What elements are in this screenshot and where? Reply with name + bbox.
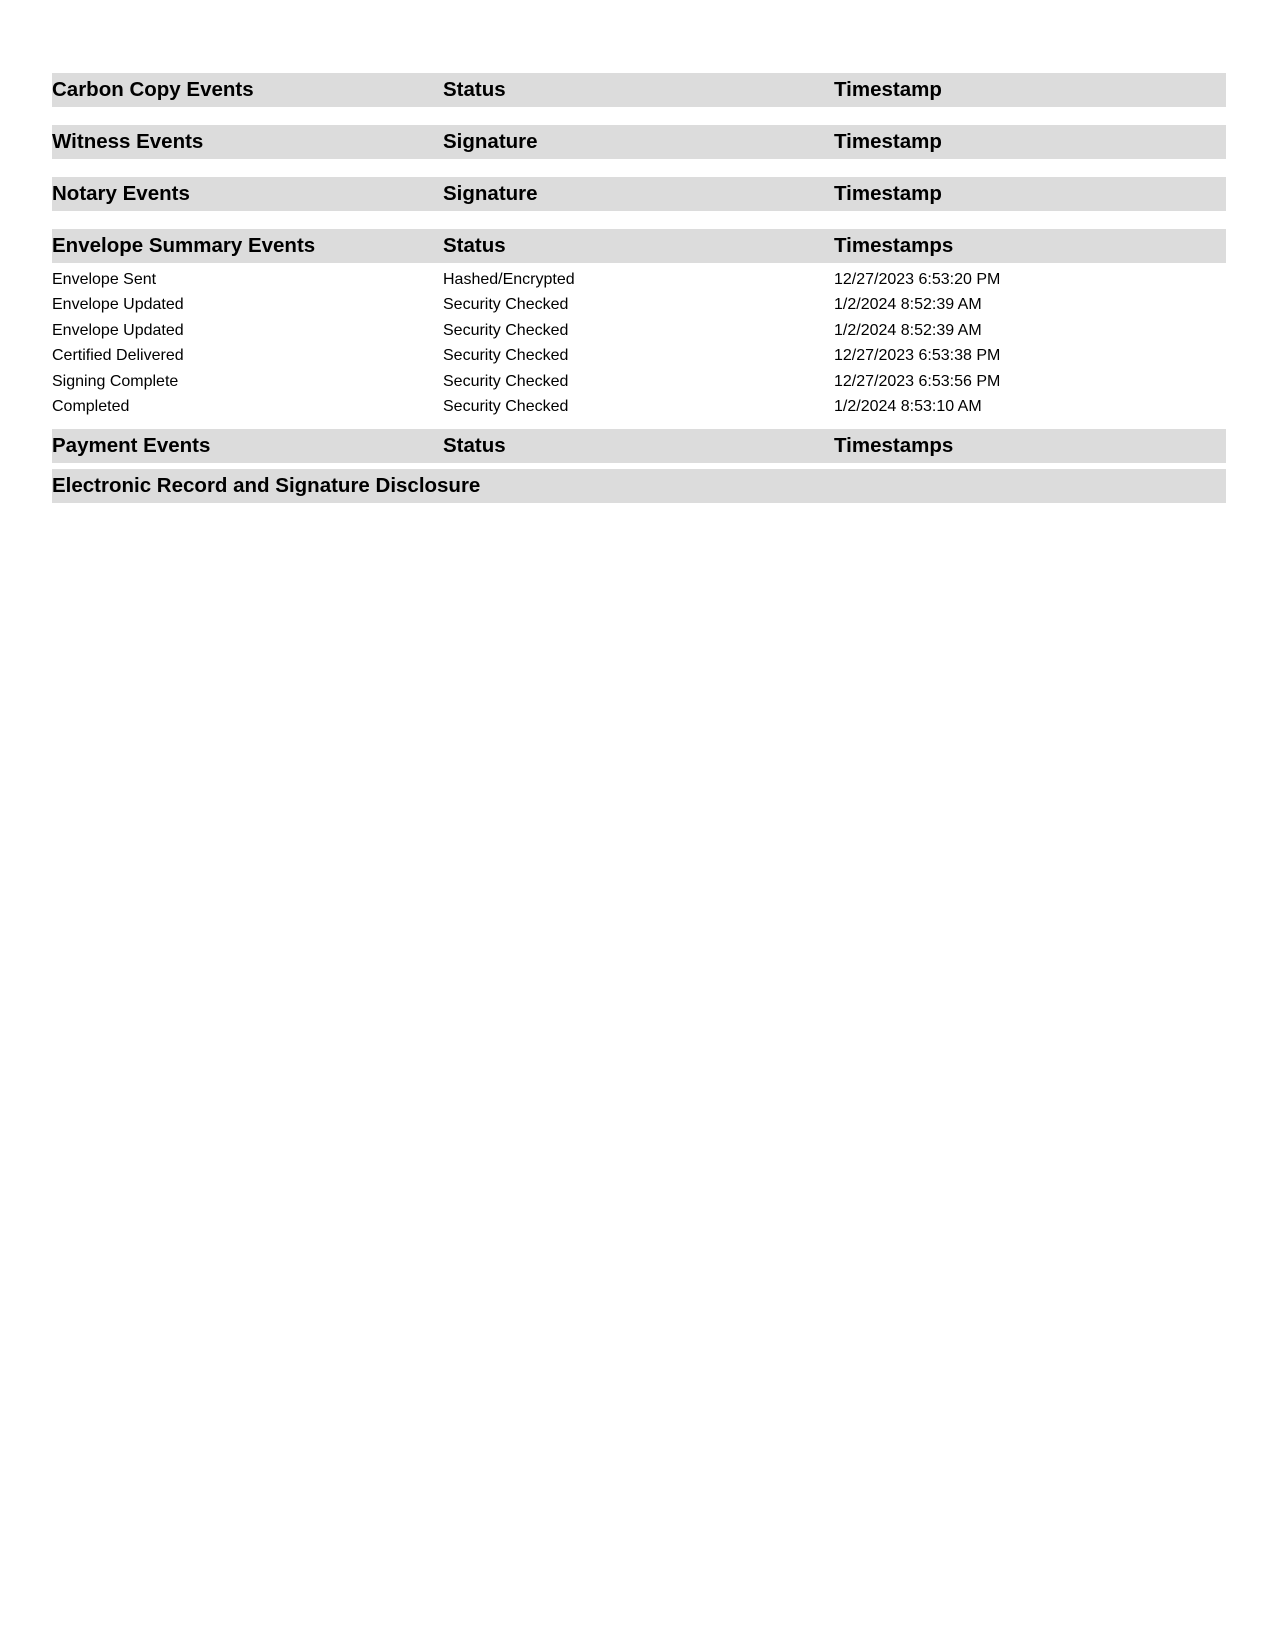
status-cell: Hashed/Encrypted — [443, 270, 575, 288]
spacer — [52, 420, 1226, 429]
column-header-status: Status — [443, 434, 506, 457]
event-cell: Signing Complete — [52, 372, 179, 390]
column-header-status: Status — [443, 78, 506, 101]
envelope-summary-events-header — [52, 229, 1226, 263]
event-cell: Envelope Updated — [52, 321, 184, 339]
disclosure-title: Electronic Record and Signature Disclosure — [52, 474, 481, 497]
column-header-events: Carbon Copy Events — [52, 78, 254, 101]
witness-events-header — [52, 125, 1226, 159]
column-header-timestamp: Timestamp — [834, 130, 942, 153]
table-row — [52, 293, 1226, 319]
column-header-events: Envelope Summary Events — [52, 234, 316, 257]
column-header-status: Status — [443, 234, 506, 257]
status-cell: Security Checked — [443, 372, 569, 390]
envelope-summary-table-body — [52, 263, 1226, 420]
column-header-events: Payment Events — [52, 434, 211, 457]
column-header-events: Witness Events — [52, 130, 204, 153]
spacer — [52, 107, 1226, 125]
spacer — [52, 159, 1226, 177]
document-page — [52, 73, 1226, 503]
status-cell: Security Checked — [443, 321, 569, 339]
timestamp-cell: 12/27/2023 6:53:56 PM — [834, 372, 1001, 390]
timestamp-cell: 1/2/2024 8:53:10 AM — [834, 398, 982, 416]
table-row — [52, 267, 1226, 293]
column-header-timestamp: Timestamp — [834, 78, 942, 101]
column-header-timestamps: Timestamps — [834, 434, 954, 457]
event-cell: Completed — [52, 398, 130, 416]
column-header-timestamps: Timestamps — [834, 234, 954, 257]
column-header-signature: Signature — [443, 182, 538, 205]
table-row — [52, 395, 1226, 421]
status-cell: Security Checked — [443, 347, 569, 365]
disclosure-section — [52, 469, 1226, 503]
payment-events-header — [52, 429, 1226, 463]
carbon-copy-events-header — [52, 73, 1226, 107]
event-cell: Certified Delivered — [52, 347, 184, 365]
event-cell: Envelope Updated — [52, 296, 184, 314]
envelope-summary-events-section — [52, 229, 1226, 420]
witness-events-section — [52, 125, 1226, 159]
table-row — [52, 318, 1226, 344]
column-header-events: Notary Events — [52, 182, 190, 205]
timestamp-cell: 12/27/2023 6:53:38 PM — [834, 347, 1001, 365]
spacer — [52, 211, 1226, 229]
timestamp-cell: 1/2/2024 8:52:39 AM — [834, 296, 982, 314]
timestamp-cell: 1/2/2024 8:52:39 AM — [834, 321, 982, 339]
status-cell: Security Checked — [443, 398, 569, 416]
disclosure-header — [52, 469, 1226, 503]
event-cell: Envelope Sent — [52, 270, 157, 288]
status-cell: Security Checked — [443, 296, 569, 314]
table-row — [52, 369, 1226, 395]
carbon-copy-events-section — [52, 73, 1226, 107]
column-header-timestamp: Timestamp — [834, 182, 942, 205]
payment-events-section — [52, 429, 1226, 463]
table-row — [52, 344, 1226, 370]
notary-events-header — [52, 177, 1226, 211]
notary-events-section — [52, 177, 1226, 211]
timestamp-cell: 12/27/2023 6:53:20 PM — [834, 270, 1001, 288]
column-header-signature: Signature — [443, 130, 538, 153]
